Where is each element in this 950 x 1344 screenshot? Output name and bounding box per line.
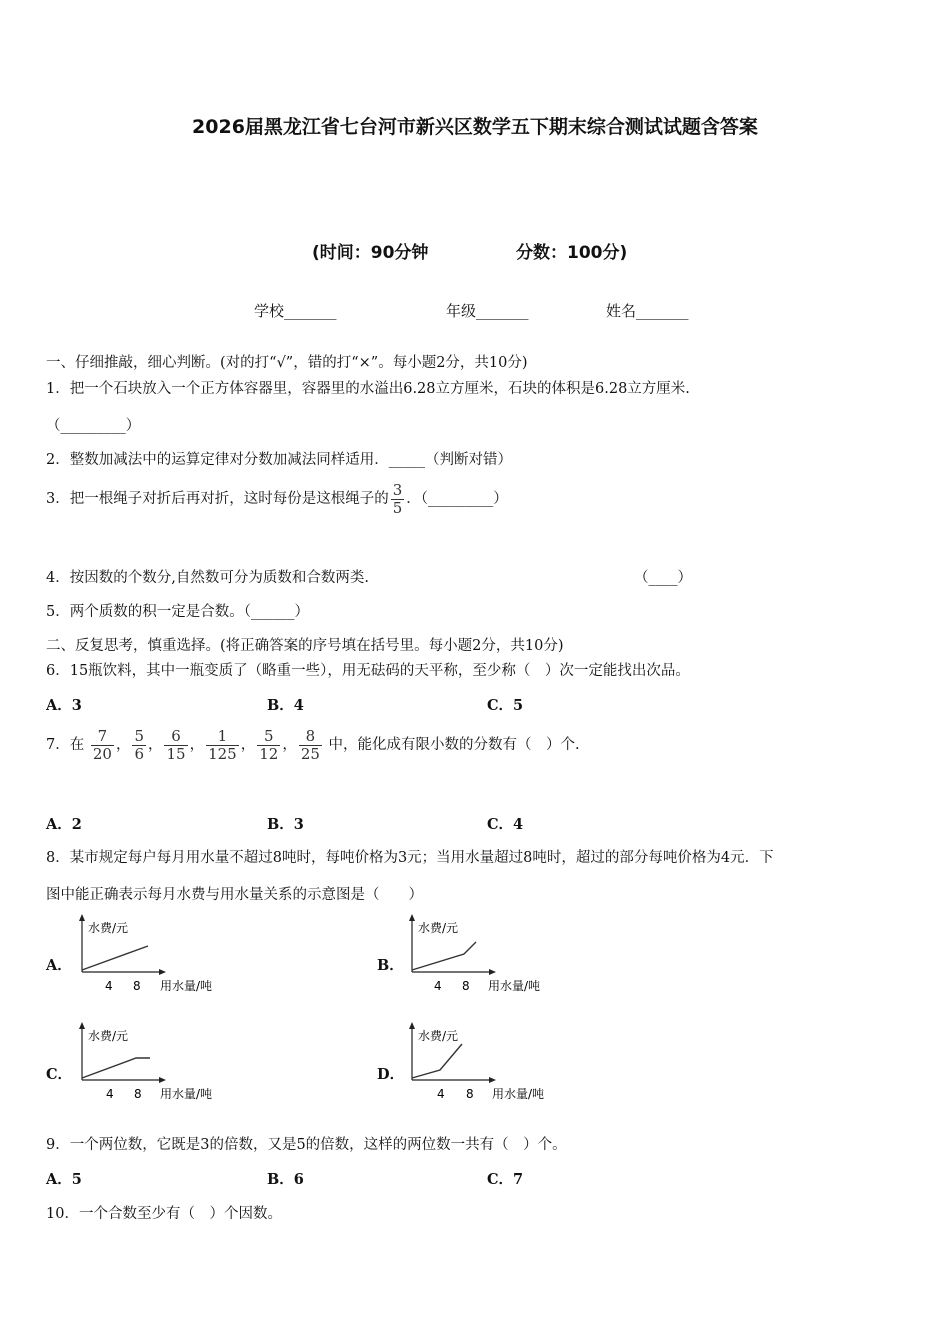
y-axis-label: 水费/元 xyxy=(88,921,129,935)
fraction-numerator: 5 xyxy=(263,727,274,745)
fraction-separator: ， xyxy=(240,737,256,753)
question-7-fractions xyxy=(89,727,324,763)
fraction-numerator: 3 xyxy=(392,481,403,499)
tick-4: 4 xyxy=(105,979,113,993)
document-title: 2026届黑龙江省七台河市新兴区数学五下期末综合测试试题含答案 xyxy=(192,116,758,138)
question-7 xyxy=(46,728,580,762)
y-axis-label: 水费/元 xyxy=(418,921,459,935)
fraction-numerator: 6 xyxy=(171,727,181,745)
question-3 xyxy=(46,482,508,516)
question-6: 6．15瓶饮料，其中一瓶变质了（略重一些），用无砝码的天平称，至少称（ ）次一定能找出次品。 xyxy=(46,663,690,679)
q8-option-a: A． xyxy=(46,957,72,974)
question-3-blank: ．（_________） xyxy=(406,491,508,507)
fraction-numerator: 7 xyxy=(97,727,108,745)
tick-4: 4 xyxy=(106,1087,114,1101)
fraction-denominator: 12 xyxy=(259,744,279,763)
question-10: 10．一个合数至少有（ ）个因数。 xyxy=(46,1206,282,1222)
question-5: 5．两个质数的积一定是合数。（______） xyxy=(46,604,309,620)
q7-option-c: C．4 xyxy=(487,816,524,833)
fraction-denominator: 15 xyxy=(166,744,186,763)
school-field: 学校_______ xyxy=(254,302,337,320)
q8-option-c: C． xyxy=(46,1066,73,1083)
question-9: 9．一个两位数，它既是3的倍数，又是5的倍数，这样的两位数一共有（ ）个。 xyxy=(46,1137,567,1153)
q7-fraction xyxy=(132,728,146,762)
graph-c xyxy=(70,1020,230,1106)
fraction-separator: ， xyxy=(189,737,205,753)
section1-heading: 一、仔细推敲，细心判断。(对的打“√”，错的打“×”。每小题2分，共10分) xyxy=(46,355,528,371)
tick-8: 8 xyxy=(462,979,470,993)
tick-8: 8 xyxy=(134,1087,142,1101)
tick-4: 4 xyxy=(434,979,442,993)
q6-option-c: C．5 xyxy=(487,697,524,714)
x-axis-label: 用水量/吨 xyxy=(488,979,541,993)
total-score: 分数：100分) xyxy=(516,243,628,263)
graph-d xyxy=(400,1020,560,1106)
q9-option-c: C．7 xyxy=(487,1171,524,1188)
q7-fraction xyxy=(257,728,280,762)
fraction-separator: ， xyxy=(282,737,297,753)
question-4-blank: （____） xyxy=(634,570,692,586)
question-7-text: 中，能化成有限小数的分数有（ ）个. xyxy=(328,737,580,753)
question-2: 2．整数加减法中的运算定律对分数加减法同样适用．_____（判断对错） xyxy=(46,452,512,468)
q9-option-a: A．5 xyxy=(46,1171,82,1188)
q6-option-a: A．3 xyxy=(46,697,82,714)
fraction-numerator: 1 xyxy=(217,727,228,745)
q8-option-d: D． xyxy=(377,1066,405,1083)
question-3-fraction xyxy=(391,482,405,516)
tick-4: 4 xyxy=(437,1087,445,1101)
fraction-denominator: 20 xyxy=(92,744,112,763)
q7-option-b: B．3 xyxy=(267,816,304,833)
fraction-separator: ， xyxy=(115,737,131,753)
q7-fraction xyxy=(91,728,114,762)
time-limit: (时间：90分钟 xyxy=(312,243,429,263)
q7-fraction xyxy=(206,728,239,762)
fraction-separator: ， xyxy=(147,737,163,753)
fraction-numerator: 8 xyxy=(305,727,316,745)
q8-option-b: B． xyxy=(377,957,404,974)
question-1: 1．把一个石块放入一个正方体容器里，容器里的水溢出6.28立方厘米，石块的体积是6.28立方厘米. xyxy=(46,381,690,397)
question-4: 4．按因数的个数分,自然数可分为质数和合数两类. xyxy=(46,570,369,586)
fraction-numerator: 5 xyxy=(134,727,144,745)
question-7-prefix: 7．在 xyxy=(46,737,85,753)
graph-b xyxy=(400,912,560,998)
question-3-text: 3．把一根绳子对折后再对折，这时每份是这根绳子的 xyxy=(46,491,389,507)
fraction-denominator: 6 xyxy=(134,744,144,763)
q7-fraction xyxy=(164,728,187,762)
q9-option-b: B．6 xyxy=(267,1171,304,1188)
y-axis-label: 水费/元 xyxy=(418,1029,459,1043)
y-axis-label: 水费/元 xyxy=(88,1029,129,1043)
q7-option-a: A．2 xyxy=(46,816,82,833)
fraction-denominator: 125 xyxy=(208,744,237,763)
tick-8: 8 xyxy=(466,1087,474,1101)
question-8-line2: 图中能正确表示每月水费与用水量关系的示意图是（ ） xyxy=(46,887,423,903)
tick-8: 8 xyxy=(133,979,141,993)
name-field: 姓名_______ xyxy=(606,302,689,320)
grade-field: 年级_______ xyxy=(446,302,529,320)
fraction-denominator: 25 xyxy=(300,744,320,763)
q6-option-b: B．4 xyxy=(267,697,304,714)
question-8-line1: 8．某市规定每户每月用水量不超过8吨时，每吨价格为3元；当用水量超过8吨时，超过的部分每吨价格为4元．下 xyxy=(46,850,774,866)
x-axis-label: 用水量/吨 xyxy=(160,979,213,993)
fraction-denominator: 5 xyxy=(392,498,403,517)
question-1-blank: （_________） xyxy=(46,418,141,434)
x-axis-label: 用水量/吨 xyxy=(492,1087,545,1101)
graph-a xyxy=(70,912,230,998)
q7-fraction xyxy=(299,728,322,762)
section2-heading: 二、反复思考，慎重选择。(将正确答案的序号填在括号里。每小题2分，共10分) xyxy=(46,638,564,654)
x-axis-label: 用水量/吨 xyxy=(160,1087,213,1101)
